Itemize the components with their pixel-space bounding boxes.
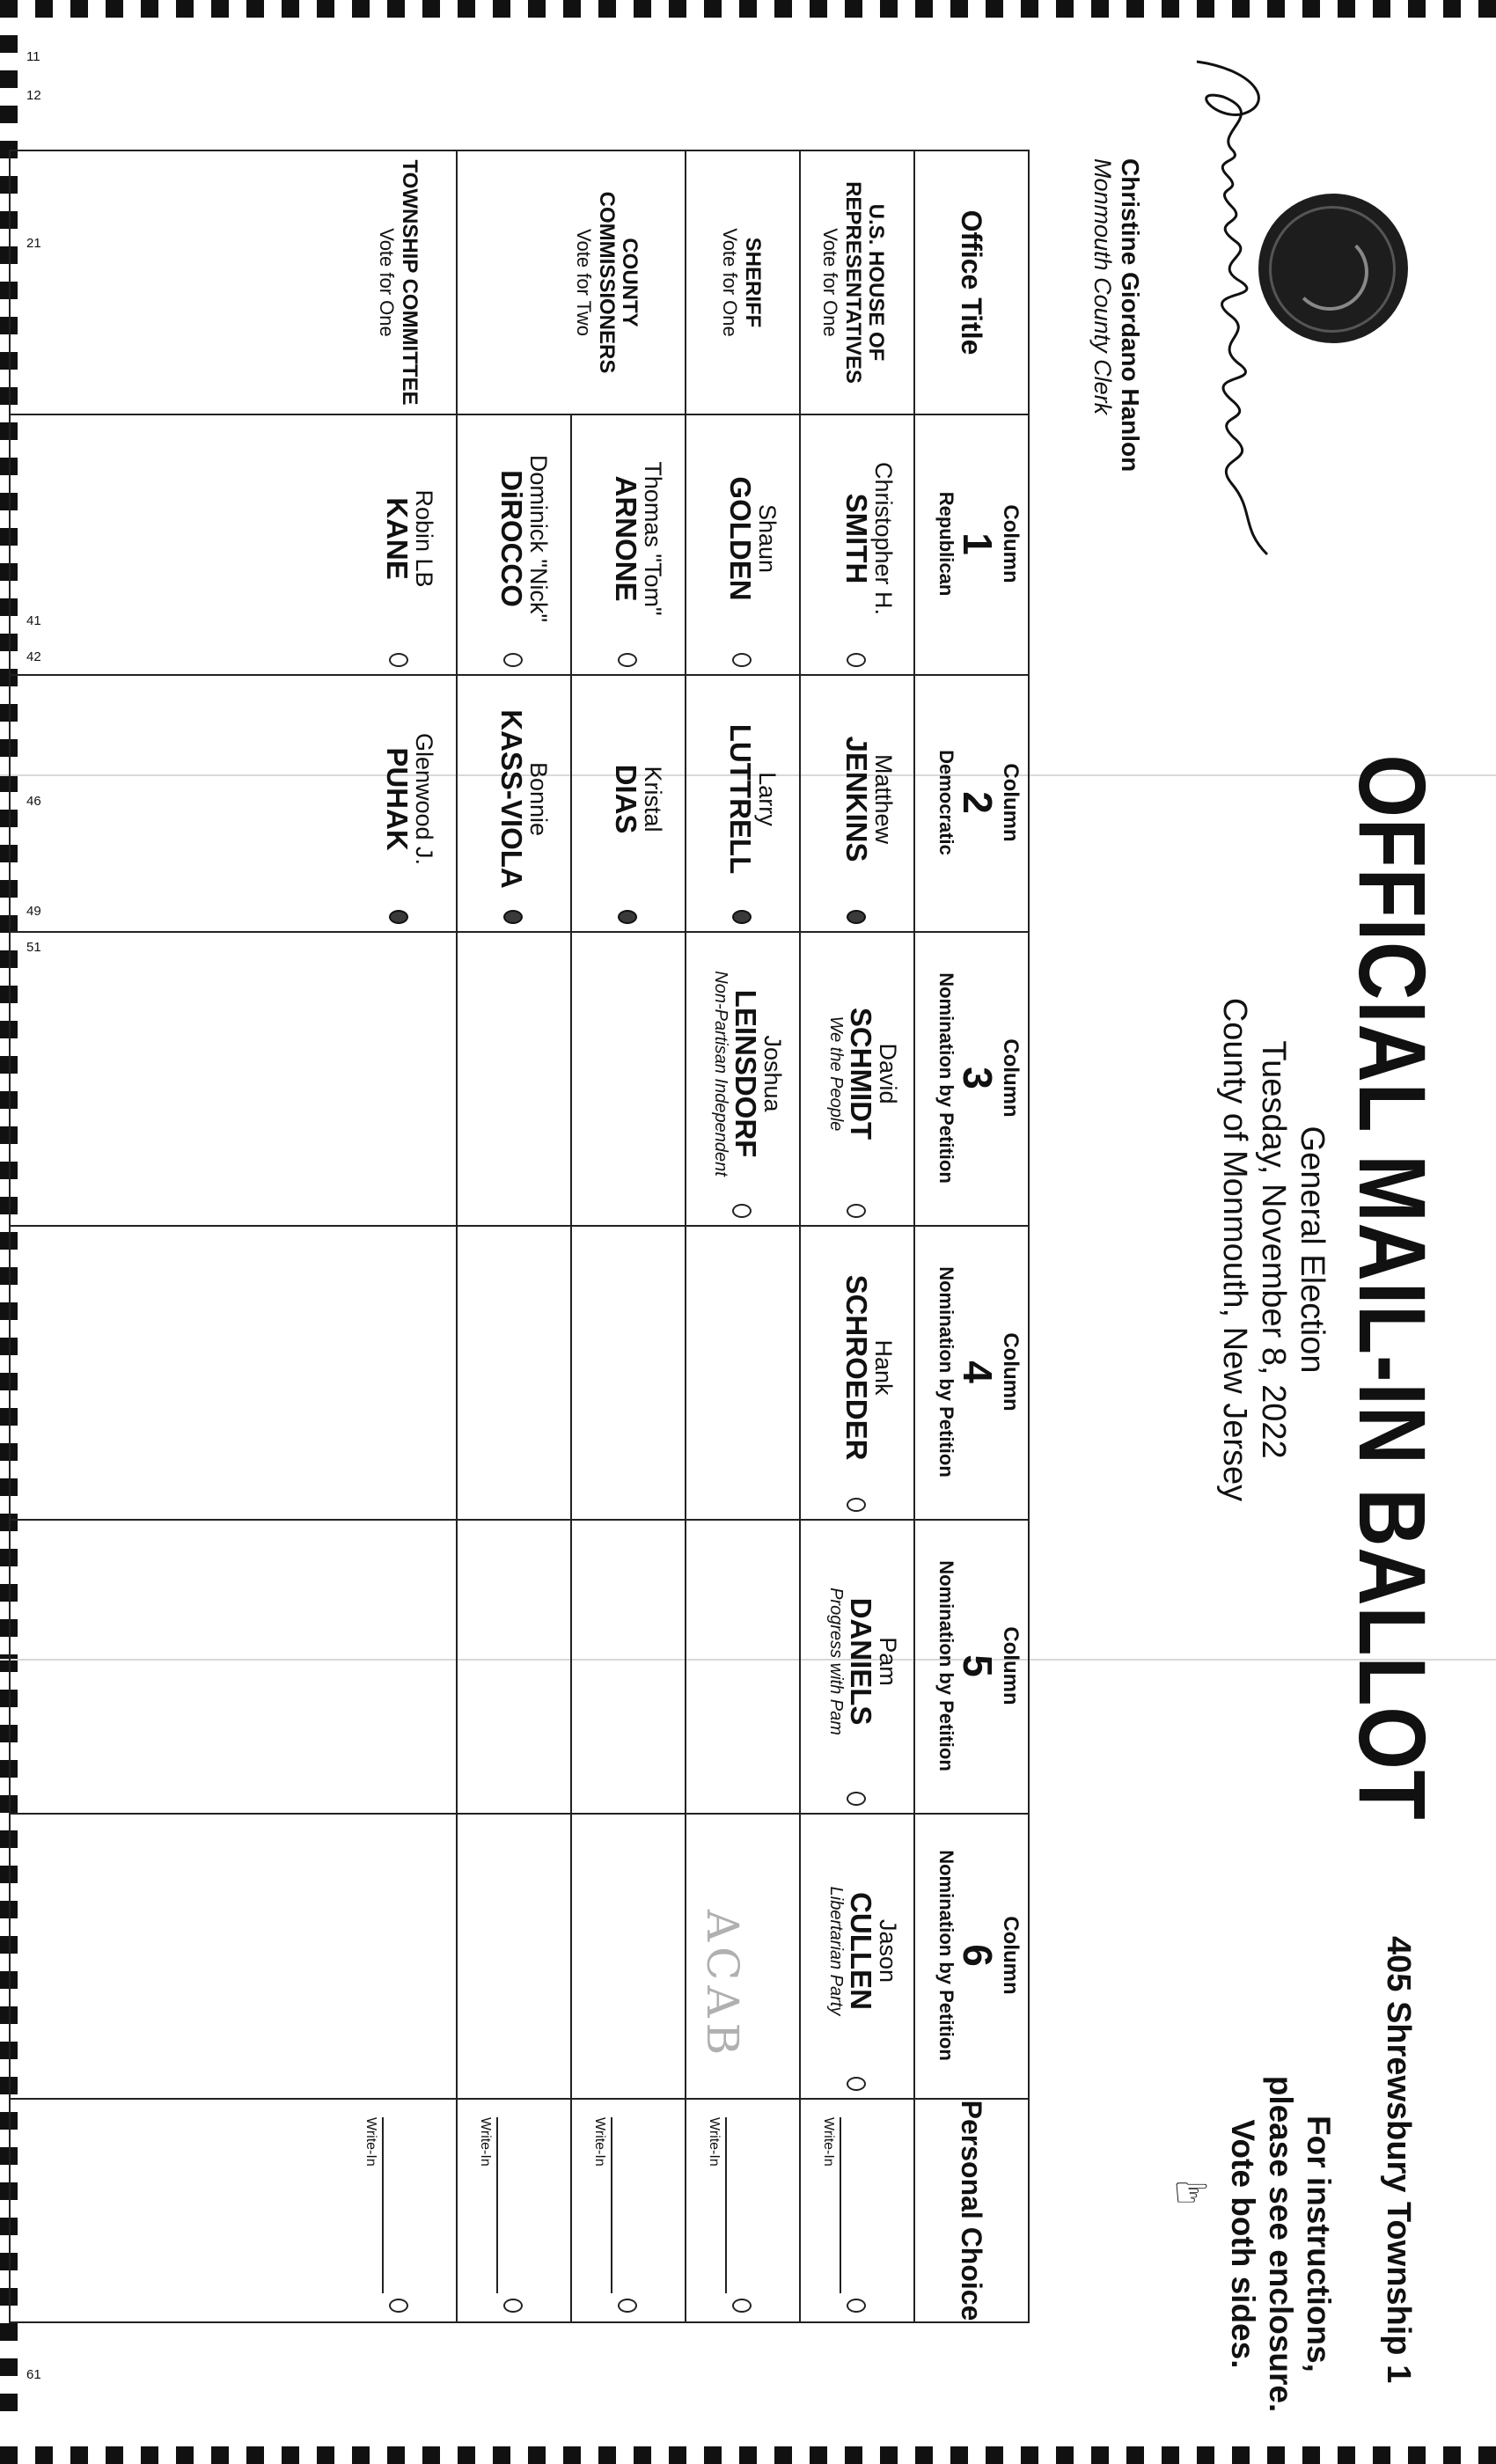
office-title-header: Office Title: [956, 209, 988, 356]
vote-oval-filled[interactable]: [389, 910, 408, 924]
candidate-arnone: Thomas "Tom" ARNONE: [610, 461, 666, 616]
vote-oval[interactable]: [847, 2299, 866, 2313]
margin-number: 12: [26, 88, 41, 103]
candidate-jenkins: Matthew JENKINS: [840, 736, 897, 862]
ballot-title: OFFICIAL MAIL-IN BALLOT: [1339, 754, 1446, 1821]
column-header-5: Column 5 Nomination by Petition: [935, 1560, 1023, 1771]
candidate-leinsdorf: Joshua LEINSDORF Non-Partisan Independent: [711, 971, 786, 1177]
instruction-line: please see enclosure.: [1263, 2075, 1299, 2413]
pointing-hand-icon: ☞: [1172, 2169, 1211, 2217]
candidate-kane: Robin LB KANE: [381, 489, 437, 588]
vote-oval[interactable]: [503, 653, 523, 667]
candidate-dias: Kristal DIAS: [610, 764, 666, 834]
candidate-schroeder: Hank SCHROEDER: [840, 1274, 897, 1461]
vote-oval[interactable]: [732, 653, 752, 667]
office-township: TOWNSHIP COMMITTEE Vote for One: [376, 159, 422, 406]
vote-oval[interactable]: [618, 653, 637, 667]
write-in-line[interactable]: [611, 2117, 612, 2293]
write-in-line[interactable]: [496, 2117, 498, 2293]
vote-oval[interactable]: [503, 2299, 523, 2313]
margin-number: 49: [26, 904, 41, 919]
vote-oval[interactable]: [732, 1204, 752, 1218]
write-in-line[interactable]: [840, 2117, 841, 2293]
margin-number: 11: [26, 49, 40, 64]
write-in-label: Write-In: [707, 2117, 722, 2167]
office-sheriff: SHERIFF Vote for One: [719, 228, 765, 337]
candidate-dirocco: Dominick "Nick" DiROCCO: [495, 454, 552, 623]
clerk-name: Christine Giordano Hanlon: [1117, 158, 1144, 473]
office-commissioners: COUNTY COMMISSIONERS Vote for Two: [573, 191, 642, 374]
margin-number: 42: [26, 649, 41, 664]
ballot-grid: [9, 150, 1030, 2323]
write-in-label: Write-In: [592, 2117, 607, 2167]
candidate-cullen: Jason CULLEN Libertarian Party: [826, 1886, 901, 2016]
write-in-label: Write-In: [478, 2117, 493, 2167]
vote-oval[interactable]: [732, 2299, 752, 2313]
vote-oval-filled[interactable]: [732, 910, 752, 924]
candidate-golden: Shaun GOLDEN: [724, 476, 781, 601]
column-header-1: Column 1 Republican: [935, 491, 1023, 597]
vote-oval[interactable]: [389, 653, 408, 667]
vote-oval[interactable]: [618, 2299, 637, 2313]
personal-choice-header: Personal Choice: [956, 2100, 988, 2321]
write-in-label: Write-In: [363, 2117, 378, 2167]
vote-oval-filled[interactable]: [847, 910, 866, 924]
election-county: County of Monmouth, New Jersey: [1216, 997, 1253, 1502]
margin-number: 61: [26, 2367, 41, 2382]
candidate-smith: Christopher H. SMITH: [840, 461, 897, 616]
clerk-title: Monmouth County Clerk: [1089, 158, 1116, 415]
district-label: 405 Shrewsbury Township 1: [1380, 1936, 1417, 2384]
column-header-4: Column 4 Nomination by Petition: [935, 1266, 1023, 1478]
instructions: [1224, 2059, 1338, 2429]
vote-oval[interactable]: [847, 2077, 866, 2091]
instruction-line: For instructions,: [1301, 2116, 1337, 2372]
margin-number: 51: [26, 940, 41, 955]
candidate-luttrell: Larry LUTTRELL: [724, 723, 781, 875]
write-in-label: Write-In: [821, 2117, 836, 2167]
office-house: U.S. HOUSE OF REPRESENTATIVES Vote for One: [819, 181, 888, 384]
instruction-line: Vote both sides.: [1225, 2119, 1261, 2369]
margin-number: 41: [26, 613, 41, 628]
margin-number: 21: [26, 236, 41, 251]
candidate-schmidt: David SCHMIDT We the People: [826, 1007, 901, 1140]
vote-oval[interactable]: [389, 2299, 408, 2313]
vote-oval[interactable]: [847, 1204, 866, 1218]
column-header-2: Column 2 Democratic: [935, 750, 1023, 855]
candidate-puhak: Glenwood J. PUHAK: [381, 732, 437, 866]
vote-oval[interactable]: [847, 1792, 866, 1806]
candidate-daniels: Pam DANIELS Progress with Pam: [826, 1588, 901, 1735]
margin-number: 46: [26, 794, 41, 809]
vote-oval[interactable]: [847, 1498, 866, 1512]
write-in-line[interactable]: [725, 2117, 727, 2293]
column-header-6: Column 6 Nomination by Petition: [935, 1850, 1023, 2061]
column-header-3: Column 3 Nomination by Petition: [935, 972, 1023, 1184]
election-date: Tuesday, November 8, 2022: [1255, 1040, 1292, 1459]
clerk-signature: [1170, 53, 1294, 563]
election-name: General Election: [1294, 1126, 1331, 1374]
vote-oval-filled[interactable]: [618, 910, 637, 924]
vote-oval[interactable]: [847, 653, 866, 667]
handwritten-write-in: ACAB: [697, 1910, 748, 2061]
write-in-line[interactable]: [382, 2117, 384, 2293]
candidate-kass-viola: Bonnie KASS-VIOLA: [495, 709, 552, 889]
vote-oval-filled[interactable]: [503, 910, 523, 924]
